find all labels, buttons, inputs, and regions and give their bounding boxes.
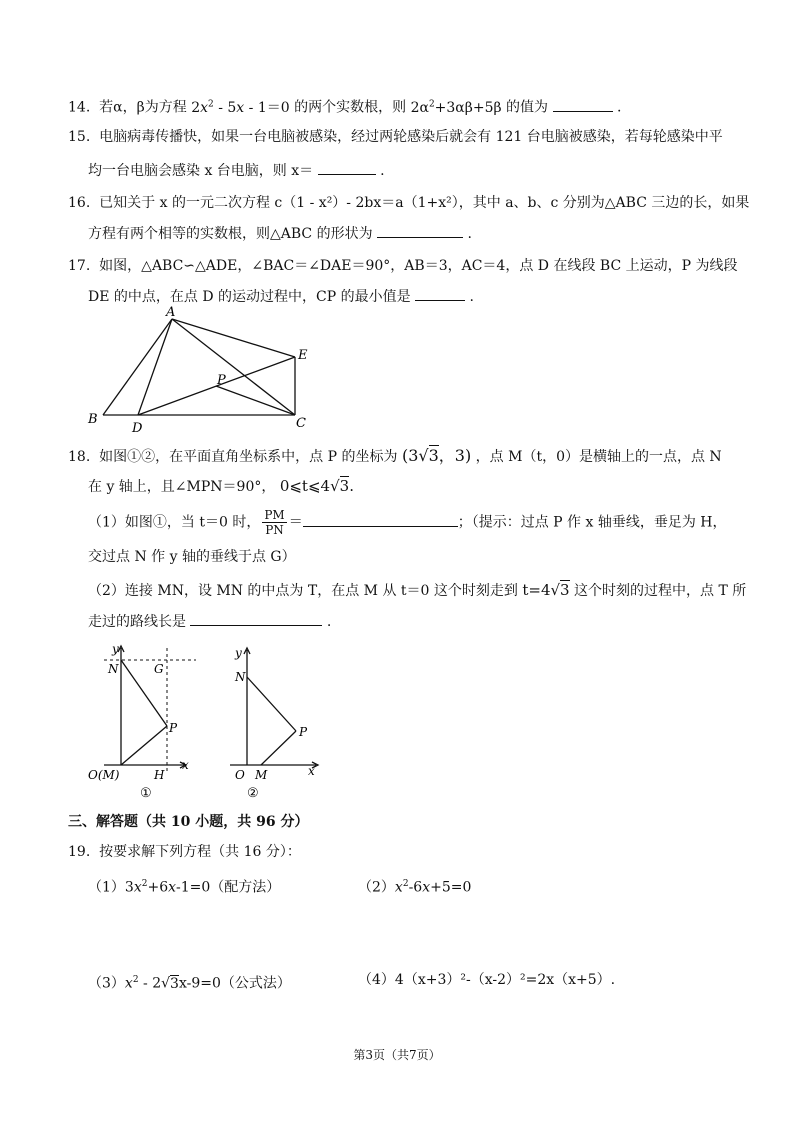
q17-triangle-figure (80, 305, 330, 440)
answer-blank[interactable] (377, 223, 463, 238)
question-17-line1: 17. 如图，△ABC∽△ADE，∠BAC＝∠DAE＝90°，AB＝3，AC＝4，点 D 在线段 BC 上运动，P 为线段 (68, 258, 738, 274)
pm-pn-fraction: $\frac{PM}{PN}$ (264, 508, 285, 537)
answer-blank[interactable] (415, 286, 465, 301)
question-16-line2: 方程有两个相等的实数根，则△ABC 的形状为 . (88, 223, 472, 244)
label-H: H (154, 768, 165, 782)
axis-y-label: y (235, 646, 242, 660)
axis-x-label: x (182, 758, 189, 772)
label-C: C (296, 416, 306, 431)
label-D: D (132, 421, 143, 436)
answer-blank[interactable] (318, 160, 376, 175)
question-19-part3: $(3)x^2 - 2√3x-9=0$（公式法） (88, 975, 291, 992)
label-N: N (235, 670, 246, 684)
question-19-title: 19. 按要求解下列方程（共 16 分）： (68, 844, 301, 860)
label-B: B (88, 412, 98, 427)
question-16-line1: 16. 已知关于 x 的一元二次方程 c（1 - x²）- 2bx＝a（1+x²），其中 a、b、c 分别为△ABC 三边的长，如果 (68, 195, 750, 211)
label-N: N (108, 662, 119, 676)
question-18-part1: （1）如图①，当 t＝0 时， $\frac{PM}{PN}$ ＝ ；（提示：过点 P 作 x 轴垂线，垂足为 H， (88, 508, 727, 537)
question-19-part1: $(1)3x^2+6x-1=0$（配方法） (88, 879, 281, 896)
q18-figure-1 (84, 640, 204, 800)
p-coordinate: (3√3，3) (401, 446, 472, 465)
question-18-part2-line1: （2）连接 MN，设 MN 的中点为 T，在点 M 从 t＝0 这个时刻走到 t=4√3 这个时刻的过程中，点 T 所 (88, 581, 747, 599)
question-18-part1-hint: 交过点 N 作 y 轴的垂线于点 G） (88, 549, 296, 565)
page-footer: 第3页（共7页） (353, 1048, 441, 1062)
question-15-line2: 均一台电脑会感染 x 台电脑，则 x＝ . (88, 160, 385, 181)
axis-y-label: y (112, 642, 119, 656)
label-O: O (235, 768, 245, 782)
equation: $2x^2 - 5x - 1=0$ (191, 99, 290, 116)
section-3-title: 三、解答题（共 10 小题，共 96 分） (68, 814, 309, 830)
label-M: M (255, 768, 268, 782)
figure-caption: ① (140, 786, 152, 801)
question-18-part2-line2: 走过的路线长是 . (88, 611, 331, 632)
label-A: A (166, 305, 176, 320)
question-18-line2: 在 y 轴上，且∠MPN＝90°， 0⩽t⩽4√3. (88, 477, 354, 495)
label-P: P (217, 373, 226, 388)
label-O-M: O(M) (88, 768, 120, 782)
label-P: P (169, 721, 178, 735)
question-18-line1: 18. 如图①②，在平面直角坐标系中，点 P 的坐标为 (3√3，3) ，点 M（t，0）是横轴上的一点，点 N (68, 446, 722, 465)
figure-caption: ② (247, 786, 259, 801)
q18-figure-2 (226, 640, 326, 800)
label-G: G (154, 662, 164, 676)
question-19-part2: $(2)x^2-6x+5=0$ (358, 879, 472, 896)
expression: $2\alpha^2+3\alpha\beta+5\beta$ (410, 99, 502, 116)
question-14: 14. 若α，β为方程 $2x^2 - 5x - 1=0$ 的两个实数根，则 $2\alpha^2+3\alpha\beta+5\beta$ 的值为 . (68, 94, 621, 118)
question-19-part4: （4）4（x+3）²-（x-2）²=2x（x+5）. (358, 972, 616, 988)
question-15-line1: 15. 电脑病毒传播快，如果一台电脑被感染，经过两轮感染后就会有 121 台电脑被感染，若每轮感染中平 (68, 129, 723, 145)
answer-blank[interactable] (190, 611, 322, 626)
label-E: E (298, 348, 308, 363)
question-17-line2: DE 的中点，在点 D 的运动过程中，CP 的最小值是 . (88, 286, 474, 307)
answer-blank[interactable] (303, 512, 458, 527)
t-range: 0⩽t⩽4√3. (279, 477, 354, 495)
answer-blank[interactable] (553, 97, 613, 112)
label-P: P (299, 725, 308, 739)
t-end-value: t=4√3 (522, 581, 570, 599)
axis-x-label: x (308, 764, 315, 778)
